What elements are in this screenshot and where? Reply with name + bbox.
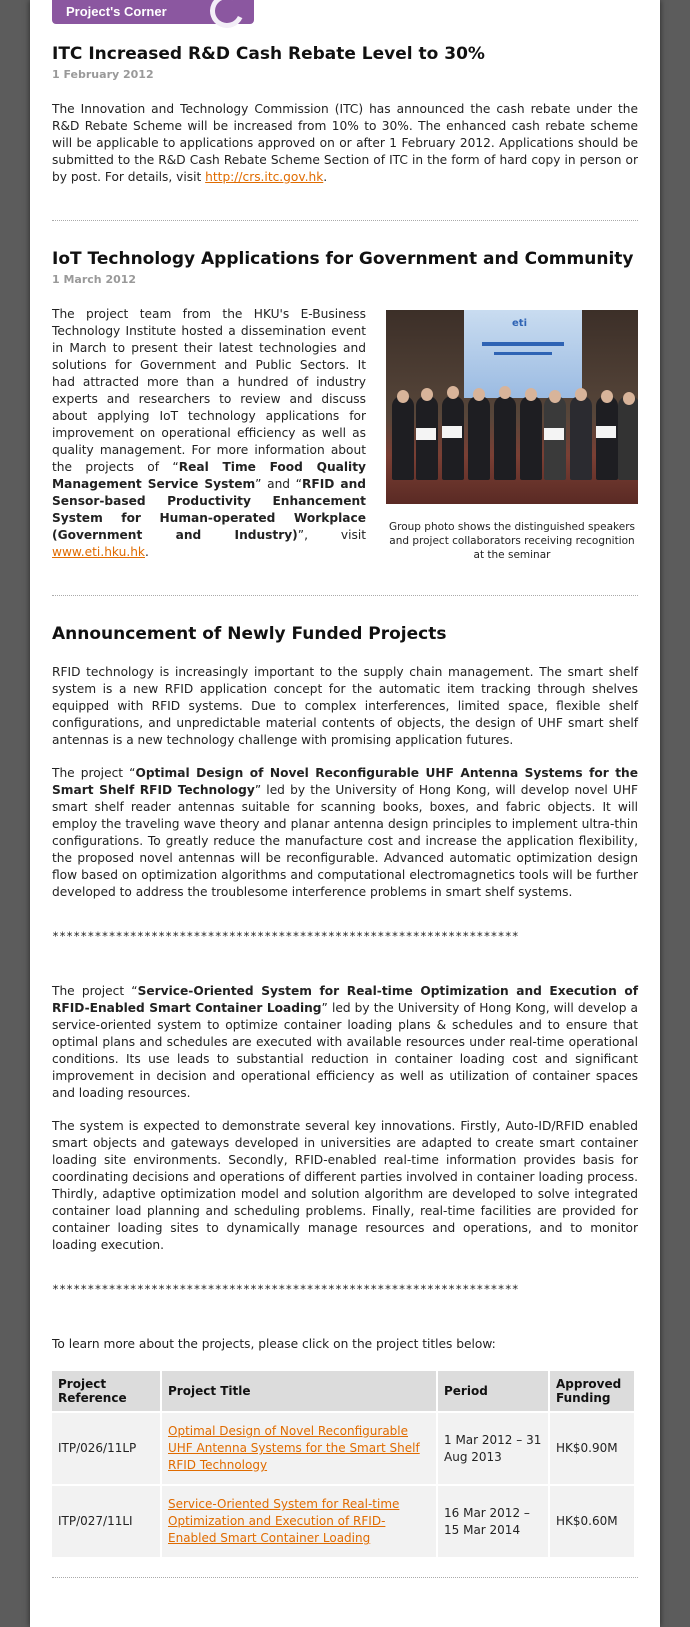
- corner-logo-icon: [205, 0, 249, 33]
- projects-corner-label: Project's Corner: [66, 4, 167, 19]
- article-date: 1 February 2012: [52, 68, 154, 81]
- projection-screen: eti: [464, 310, 582, 398]
- photo-caption: Group photo shows the distinguished speakers and project collaborators receiving recognition at the seminar: [389, 521, 635, 561]
- projects-corner-tab: [52, 0, 254, 24]
- article-itc-rebate: [52, 44, 638, 221]
- project-funding: HK$0.60M: [550, 1486, 634, 1557]
- column-header: Approved Funding: [550, 1371, 634, 1411]
- announcement-intro: RFID technology is increasingly important to the supply chain management. The smart shelf system is a new RFID application concept for the automatic item tracking through shelves equipped with RFID systems. Due to complex interferences, limited space, flexible shelf configurations, and unpredictable material contents of objects, the design of UHF smart shelf antennas is a new technology challenge with promising application futures.: [52, 665, 638, 747]
- column-header: Project Title: [162, 1371, 436, 1411]
- group-photo-figure: [386, 310, 638, 577]
- itc-link[interactable]: http://crs.itc.gov.hk: [205, 170, 324, 184]
- table-row: [52, 1413, 634, 1484]
- project-reference: ITP/026/11LP: [52, 1413, 160, 1484]
- table-row: [52, 1486, 634, 1557]
- group-photo: [386, 310, 638, 504]
- article-title: IoT Technology Applications for Government and Community: [52, 249, 634, 269]
- project-2-innovations: The system is expected to demonstrate several key innovations. Firstly, Auto-ID/RFID enabled smart objects and gateways developed in universities are adapted to create smart container loading site environments. Secondly, RFID-enabled real-time information provides basis for coordinating decisions and operations of different parties involved in container loading process. Thirdly, adaptive optimization model and solution algorithm are developed to solve integrated container load planning and scheduling problems. Finally, real-time facilities are provided for container loading sites to dynamically manage resources and operations, and to monitor loading execution.: [52, 1119, 638, 1252]
- announcement-section: [52, 624, 638, 1578]
- project-2-paragraph: The project “Service-Oriented System for Real-time Optimization and Execution of RFID-Enabled Smart Container Loading” led by the University of Hong Kong, will develop a service-oriented system to optimize container loading plans & schedules and to ensure that optimal plans and schedules are executed with available resources under real-time operational conditions. Its use leads to substantial reduction in container loading cost and significant improvement in decision and operational efficiency as well as utilization of container spaces and loading resources.: [52, 984, 638, 1100]
- project-title-link[interactable]: Optimal Design of Novel Reconfigurable UHF Antenna Systems for the Smart Shelf RFID Technology: [168, 1424, 420, 1472]
- project-title-link[interactable]: Service-Oriented System for Real-time Optimization and Execution of RFID-Enabled Smart Container Loading: [168, 1497, 400, 1545]
- announcement-title: Announcement of Newly Funded Projects: [52, 624, 447, 644]
- project-period: 1 Mar 2012 – 31 Aug 2013: [438, 1413, 548, 1484]
- newsletter-content: [52, 44, 638, 1606]
- article-date: 1 March 2012: [52, 273, 137, 286]
- column-header: Period: [438, 1371, 548, 1411]
- separator-stars: ******************************************************************: [52, 1282, 519, 1296]
- column-header: Project Reference: [52, 1371, 160, 1411]
- page-paper: [30, 0, 660, 1627]
- projects-table: [50, 1369, 636, 1559]
- article-body: The project team from the HKU's E-Business Technology Institute hosted a dissemination event in March to present their latest technologies and solutions for Government and Public Sectors. It had attracted more than a hundred of industry experts and researchers to review and discuss about applying IoT technology applications for improvement on operational efficiency as well as quality management. For more information about the projects of “Real Time Food Quality Management Service System” and “RFID and Sensor-based Productivity Enhancement System for Human-operated Workplace (Government and Industry)”, visit www.eti.hku.hk.: [52, 307, 366, 559]
- article-iot: [52, 249, 638, 596]
- eti-link[interactable]: www.eti.hku.hk: [52, 545, 145, 559]
- project-period: 16 Mar 2012 – 15 Mar 2014: [438, 1486, 548, 1557]
- article-body: The Innovation and Technology Commission (ITC) has announced the cash rebate under the R&D Rebate Scheme will be increased from 10% to 30%. The enhanced cash rebate scheme will be applicable to applications approved on or after 1 February 2012. Applications should be submitted to the R&D Cash Rebate Scheme Section of ITC in the form of hard copy in person or by post. For details, visit http://crs.itc.gov.hk.: [52, 102, 638, 184]
- project-1-paragraph: The project “Optimal Design of Novel Reconfigurable UHF Antenna Systems for the Smart Shelf RFID Technology” led by the University of Hong Kong, will develop novel UHF smart shelf reader antennas suitable for scanning books, boxes, and fabric objects. It will employ the traveling wave theory and planar antenna design principles to implement ultra-thin configurations. To greatly reduce the manufacture cost and increase the application flexibility, the proposed novel antennas will be reconfigurable. Advanced automatic optimization design flow based on optimization algorithms and computational electromagnetics tools will be further developed to address the troublesome interference problems in smart shelf systems.: [52, 766, 638, 899]
- table-intro: To learn more about the projects, please click on the project titles below:: [52, 1337, 496, 1351]
- article-title: ITC Increased R&D Cash Rebate Level to 30%: [52, 44, 485, 64]
- separator-stars: ******************************************************************: [52, 929, 519, 943]
- project-funding: HK$0.90M: [550, 1413, 634, 1484]
- project-reference: ITP/027/11LI: [52, 1486, 160, 1557]
